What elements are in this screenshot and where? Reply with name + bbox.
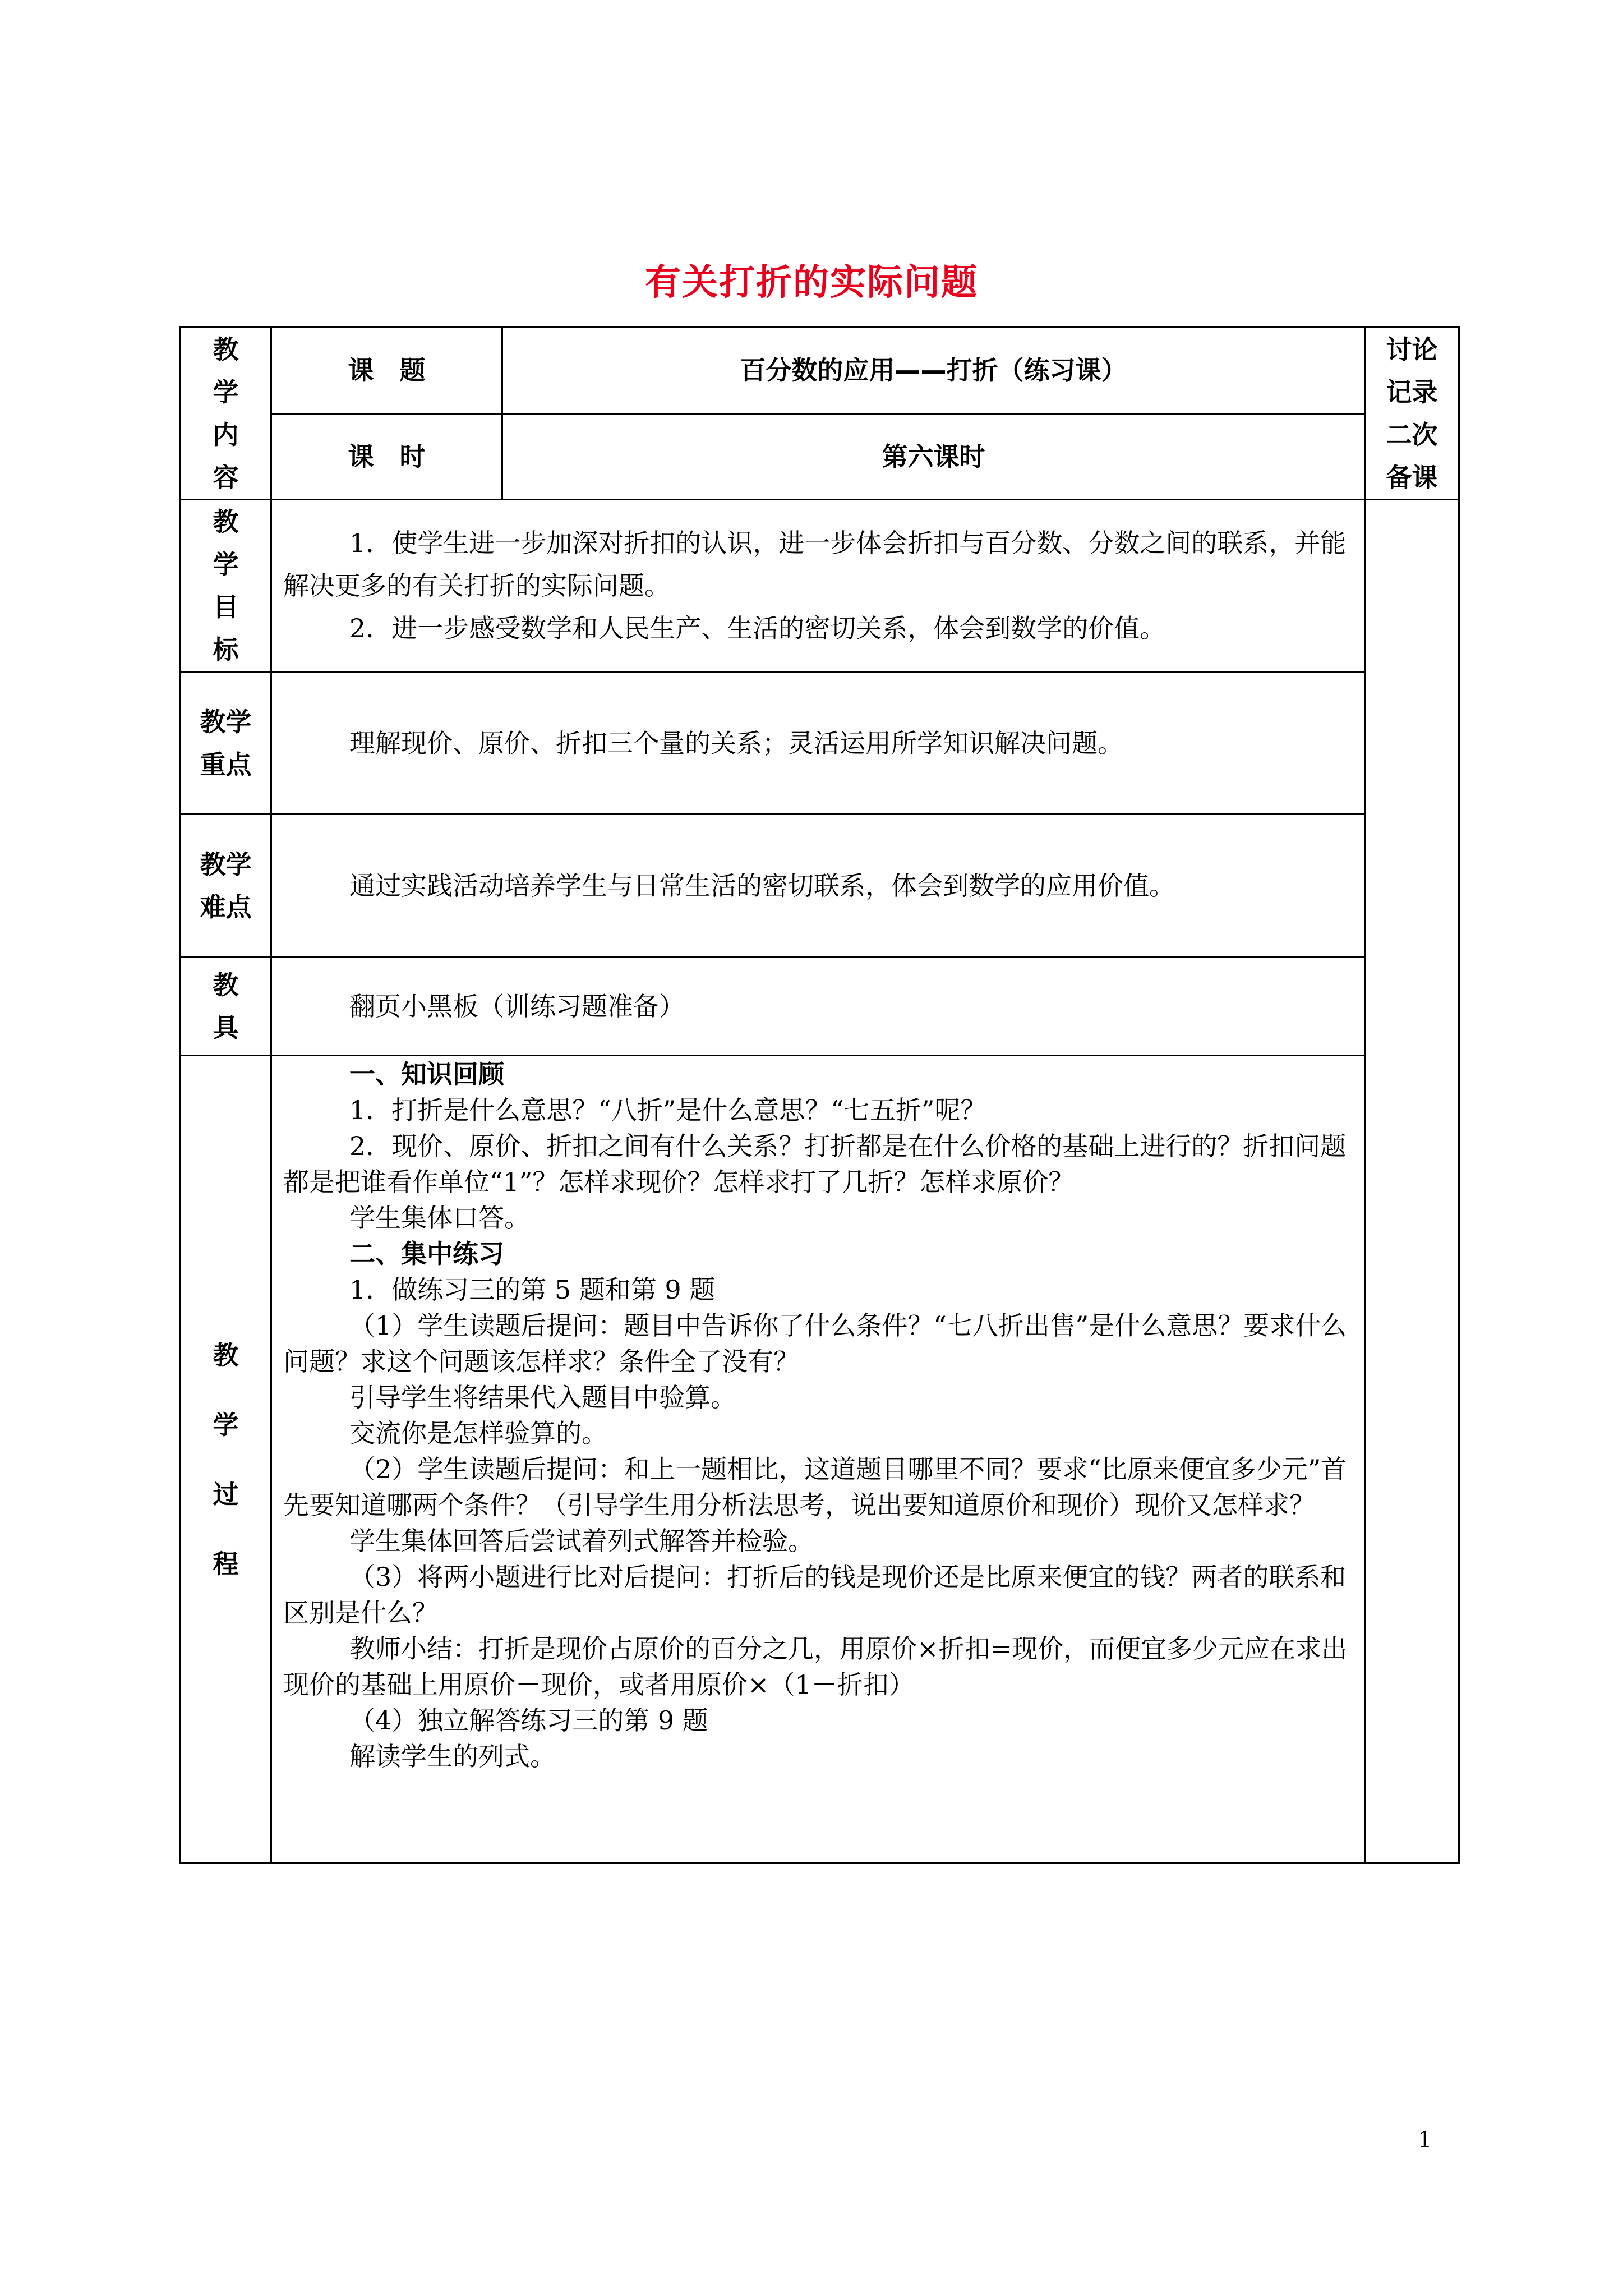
page-number: 1 xyxy=(1418,2127,1432,2153)
goals-content: 1．使学生进一步加深对折扣的认识，进一步体会折扣与百分数、分数之间的联系，并能解决更多的有关打折的实际问题。 2．进一步感受数学和人民生产、生活的密切关系，体会到数学的价值。 xyxy=(271,500,1365,672)
period-value: 第六课时 xyxy=(502,413,1365,500)
key-points-label: 教学 重点 xyxy=(181,672,271,815)
period-label: 课 时 xyxy=(271,413,502,500)
process-label: 教 学 过 程 xyxy=(181,1056,271,1864)
tools-content: 翻页小黑板（训练习题准备） xyxy=(271,957,1365,1056)
lesson-plan-table xyxy=(179,326,1460,1864)
difficulty-label: 教学 难点 xyxy=(181,815,271,957)
section-practice-heading: 二、集中练习 xyxy=(349,1239,504,1269)
topic-value: 百分数的应用——打折（练习课） xyxy=(502,328,1365,414)
key-points-content: 理解现价、原价、折扣三个量的关系；灵活运用所学知识解决问题。 xyxy=(271,672,1365,815)
section-review-heading: 一、知识回顾 xyxy=(349,1059,504,1089)
side-notes-cell xyxy=(1365,500,1459,1864)
tools-label: 教 具 xyxy=(181,957,271,1056)
difficulty-content: 通过实践活动培养学生与日常生活的密切联系，体会到数学的应用价值。 xyxy=(271,815,1365,957)
document-title: 有关打折的实际问题 xyxy=(645,262,978,303)
process-content: 一、知识回顾 1．打折是什么意思？“八折”是什么意思？“七五折”呢？ 2．现价、原价、折扣之间有什么关系？打折都是在什么价格的基础上进行的？折扣问题都是把谁看作单位“1”？怎样求现价？怎样求打了几折？怎样求原价？ 学生集体口答。 二、集中练习 1．做练习三的第 5 题和第 9 题 （1）学生读题后提问：题目中告诉你了什么条件？“七八折出售”是什么意思？要求什么问题？求这个问题该怎样求？条件全了没有？ 引导学生将结果代入题目中验算。 交流你是怎样验算的。 （2）学生读题后提问：和上一题相比，这道题目哪里不同？要求“比原来便宜多少元”首先要知道哪两个条件？（引导学生用分析法思考，说出要知道原价和现价）现价又怎样求？ 学生集体回答后尝试着列式解答并检验。 （3）将两小题进行比对后提问：打折后的钱是现价还是比原来便宜的钱？两者的联系和区别是什么？ 教师小结：打折是现价占原价的百分之几，用原价×折扣=现价，而便宜多少元应在求出现价的基础上用原价－现价，或者用原价×（1－折扣） （4）独立解答练习三的第 9 题 解读学生的列式。 xyxy=(271,1056,1365,1864)
topic-label: 课 题 xyxy=(271,328,502,414)
goals-label: 教 学 目 标 xyxy=(181,500,271,672)
content-label: 教 学 内 容 xyxy=(181,328,271,500)
side-notes-label: 讨论 记录 二次 备课 xyxy=(1365,328,1459,500)
